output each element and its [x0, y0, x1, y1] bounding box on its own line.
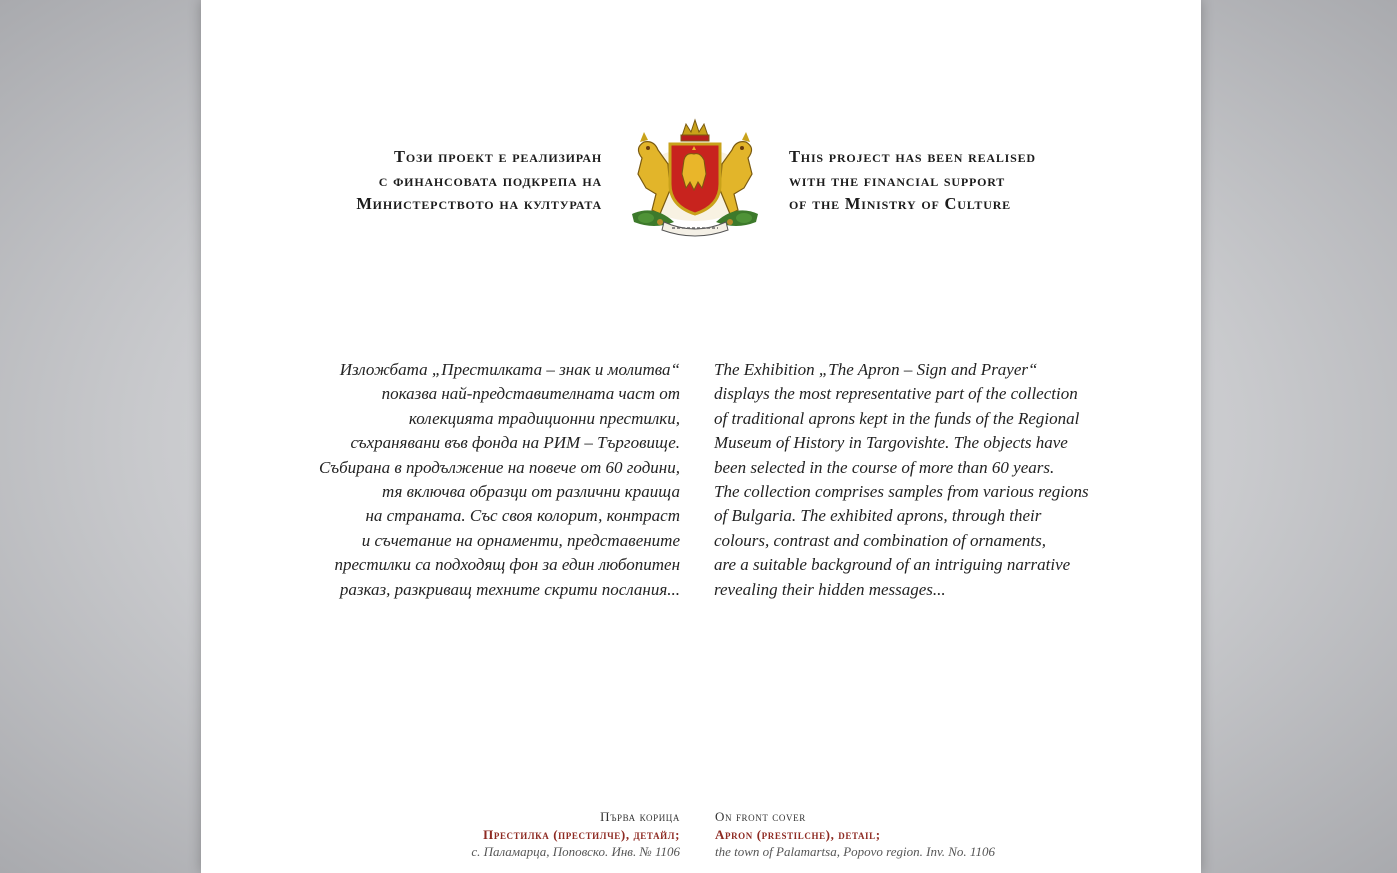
description-line: и съчетание на орнаменти, представените — [361, 530, 680, 550]
description-line: колекцията традиционни престилки, — [408, 408, 680, 428]
description-bulgarian — [260, 358, 680, 602]
caption-bulgarian — [360, 808, 680, 861]
description-line: разказ, разкриващ техните скрити послания... — [339, 579, 680, 599]
credit-en-line: of the Ministry of Culture — [789, 194, 1011, 213]
caption-english — [715, 808, 1075, 861]
description-line: съхранявани във фонда на РИМ – Търговище. — [350, 433, 680, 453]
description-line: престилки са подходящ фон за един любопитен — [334, 555, 680, 575]
description-line: Изложбата „Престилката – знак и молитва“ — [339, 360, 680, 379]
credit-bg-line: Този проект е реализиран — [394, 147, 602, 166]
caption-heading: On front cover — [715, 809, 806, 824]
description-line: The Exhibition „The Apron – Sign and Prayer“ — [714, 360, 1038, 379]
description-english — [714, 358, 1144, 602]
description-line: показва най-представителната част от — [381, 384, 680, 404]
credit-en-line: This project has been realised — [789, 147, 1036, 166]
credit-bulgarian — [272, 145, 602, 216]
caption-place: the town of Palamartsa, Popovo region. Inv. No. 1106 — [715, 844, 995, 859]
description-line: тя включва образци от различни краища — [382, 482, 680, 502]
description-line: of Bulgaria. The exhibited aprons, through their — [714, 506, 1042, 526]
credit-bg-line: с финансовата подкрепа на — [378, 170, 602, 190]
document-page — [201, 0, 1201, 873]
description-line: colours, contrast and combination of ornaments, — [714, 530, 1046, 550]
description-line: на страната. Със своя колорит, контраст — [365, 506, 680, 526]
credit-english — [789, 145, 1119, 216]
caption-title: Престилка (престилче), детайл; — [483, 826, 680, 842]
credit-bg-line: Министерството на културата — [356, 194, 602, 213]
description-line: displays the most representative part of the collection — [714, 384, 1078, 404]
description-line: Събирана в продължение на повече от 60 години, — [318, 457, 680, 477]
description-line: revealing their hidden messages... — [714, 579, 946, 599]
caption-heading: Първа корица — [600, 809, 680, 824]
caption-place: с. Паламарца, Поповско. Инв. № 1106 — [471, 844, 680, 859]
description-line: of traditional aprons kept in the funds of the Regional — [714, 408, 1080, 428]
credit-en-line: with the financial support — [789, 170, 1006, 190]
description-line: are a suitable background of an intriguing narrative — [714, 555, 1071, 575]
description-line: The collection comprises samples from various regions — [714, 482, 1089, 502]
description-line: been selected in the course of more than 60 years. — [714, 457, 1055, 477]
description-line: Museum of History in Targovishte. The objects have — [714, 433, 1068, 453]
caption-title: Apron (prestilche), detail; — [715, 826, 881, 842]
bulgarian-coat-of-arms-icon — [624, 118, 766, 240]
